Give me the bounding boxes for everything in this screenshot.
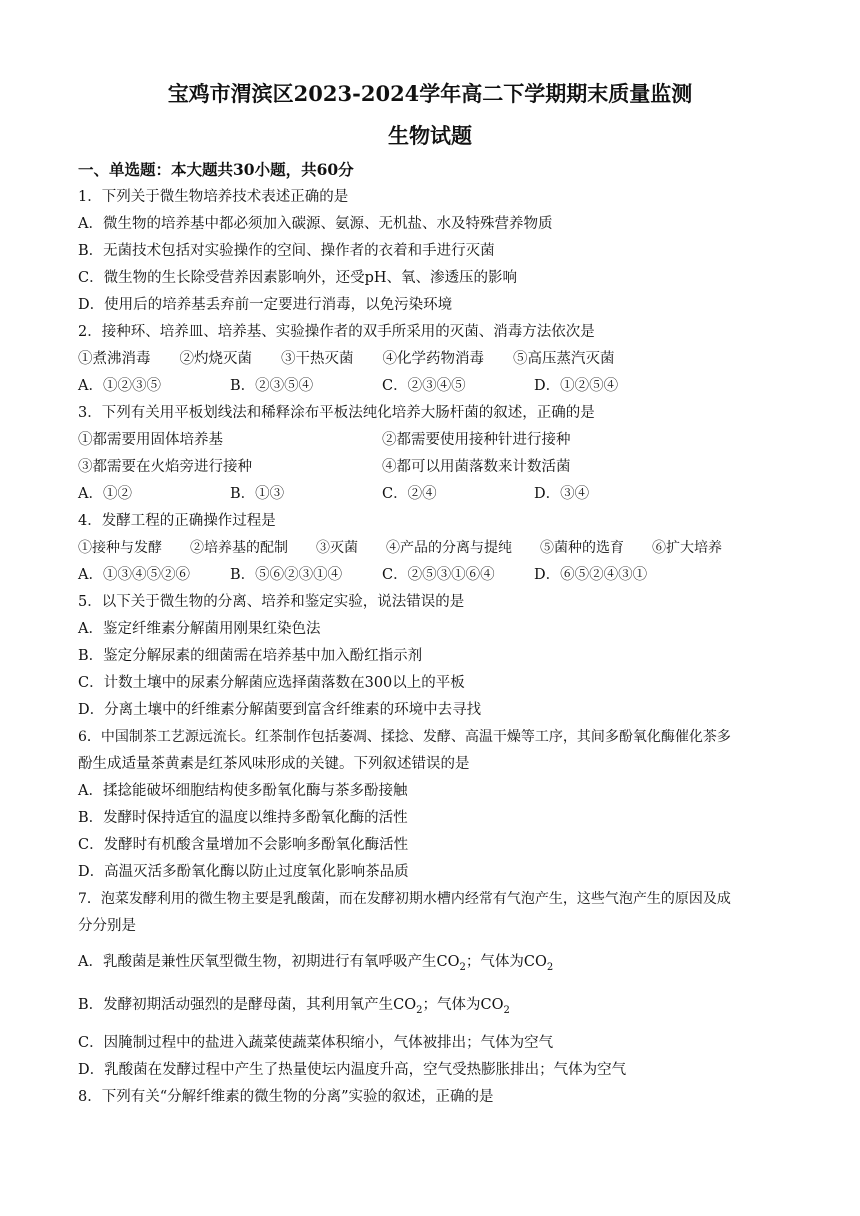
- question-4-option-d: D．⑥⑤②④③①: [534, 567, 648, 583]
- question-7-stem-line-1: 7．泡菜发酵利用的微生物主要是乳酸菌，而在发酵初期水槽内经常有气泡产生，这些气泡产生的原因及成: [78, 891, 731, 907]
- question-1-option-b: B．无菌技术包括对实验操作的空间、操作者的衣着和手进行灭菌: [78, 243, 495, 259]
- question-6-option-b: B．发酵时保持适宜的温度以维持多酚氧化酶的活性: [78, 810, 408, 826]
- page-title: 宝鸡市渭滨区2023-2024学年高二下学期期末质量监测: [167, 81, 693, 106]
- question-2-option-c: C．②③④⑤: [382, 378, 466, 394]
- question-6-stem-line-2: 酚生成适量茶黄素是红茶风味形成的关键。下列叙述错误的是: [78, 756, 470, 772]
- question-2-option-d: D．①②⑤④: [534, 378, 619, 394]
- question-1-option-a: A．微生物的培养基中都必须加入碳源、氨源、无机盐、水及特殊营养物质: [78, 216, 553, 232]
- question-4-option-a: A．①③④⑤②⑥: [78, 567, 190, 583]
- page-subtitle: 生物试题: [388, 123, 472, 148]
- question-8-stem: 8．下列有关“分解纤维素的微生物的分离”实验的叙述，正确的是: [78, 1089, 494, 1105]
- question-1-option-c: C．微生物的生长除受营养因素影响外，还受pH、氧、渗透压的影响: [78, 270, 518, 286]
- question-2-option-b: B．②③⑤④: [230, 378, 314, 394]
- question-7-option-c: C．因腌制过程中的盐进入蔬菜使蔬菜体积缩小，气体被排出；气体为空气: [78, 1035, 554, 1051]
- question-7-option-a: [78, 952, 553, 978]
- question-2-option-a: A．①②③⑤: [78, 378, 161, 394]
- question-3-option-c: C．②④: [382, 486, 437, 502]
- question-1-stem: 1．下列关于微生物培养技术表述正确的是: [78, 189, 349, 205]
- question-3-option-b: B．①③: [230, 486, 285, 502]
- question-3-item-1: ①都需要用固体培养基: [78, 432, 223, 448]
- question-4-option-c: C．②⑤③①⑥④: [382, 567, 495, 583]
- question-4-stem: 4．发酵工程的正确操作过程是: [78, 513, 276, 529]
- question-5-stem: 5．以下关于微生物的分离、培养和鉴定实验，说法错误的是: [78, 594, 465, 610]
- question-5-option-b: B．鉴定分解尿素的细菌需在培养基中加入酚红指示剂: [78, 648, 423, 664]
- question-2-stem: 2．接种环、培养皿、培养基、实验操作者的双手所采用的灭菌、消毒方法依次是: [78, 324, 595, 340]
- question-5-option-a: A．鉴定纤维素分解菌用刚果红染色法: [78, 621, 321, 637]
- question-1-option-d: D．使用后的培养基丢弃前一定要进行消毒，以免污染环境: [78, 297, 453, 313]
- question-4-items: ①接种与发酵 ②培养基的配制 ③灭菌 ④产品的分离与提纯 ⑤菌种的选育 ⑥扩大培养: [78, 540, 722, 556]
- question-3-item-3: ③都需要在火焰旁进行接种: [78, 459, 252, 475]
- question-3-item-2: ②都需要使用接种针进行接种: [382, 432, 571, 448]
- question-7-option-a-text: A．乳酸菌是兼性厌氧型微生物，初期进行有氧呼吸产生: [78, 954, 437, 970]
- question-7-option-a-mid: ；气体为: [465, 954, 524, 970]
- question-7-option-b: [78, 995, 510, 1021]
- question-6-stem-line-1: 6．中国制茶工艺源远流长。红茶制作包括萎凋、揉捻、发酵、高温干燥等工序，其间多酚氧化酶催化茶多: [78, 729, 731, 745]
- question-7-option-d: D．乳酸菌在发酵过程中产生了热量使坛内温度升高，空气受热膨胀排出；气体为空气: [78, 1062, 627, 1078]
- question-6-option-c: C．发酵时有机酸含量增加不会影响多酚氧化酶活性: [78, 837, 409, 853]
- question-3-item-4: ④都可以用菌落数来计数活菌: [382, 459, 571, 475]
- question-7-option-b-text: B．发酵初期活动强烈的是酵母菌，其利用氧产生: [78, 997, 394, 1013]
- co2-formula: $CO_2$: [480, 997, 510, 1016]
- question-4-option-b: B．⑤⑥②③①④: [230, 567, 343, 583]
- question-3-option-a: A．①②: [78, 486, 132, 502]
- question-7-stem-line-2: 分分别是: [78, 918, 136, 934]
- question-5-option-d: D．分离土壤中的纤维素分解菌要到富含纤维素的环境中去寻找: [78, 702, 482, 718]
- question-3-stem: 3．下列有关用平板划线法和稀释涂布平板法纯化培养大肠杆菌的叙述，正确的是: [78, 405, 595, 421]
- question-5-option-c: C．计数土壤中的尿素分解菌应选择菌落数在300以上的平板: [78, 675, 465, 691]
- question-7-option-b-mid: ；气体为: [422, 997, 481, 1013]
- question-2-items: ①煮沸消毒 ②灼烧灭菌 ③干热灭菌 ④化学药物消毒 ⑤高压蒸汽灭菌: [78, 351, 615, 367]
- question-3-option-d: D．③④: [534, 486, 590, 502]
- co2-formula: $CO_2$: [393, 997, 423, 1016]
- question-6-option-d: D．高温灭活多酚氧化酶以防止过度氧化影响茶品质: [78, 864, 409, 880]
- co2-formula: $CO_2$: [523, 954, 554, 973]
- question-6-option-a: A．揉捻能破坏细胞结构使多酚氧化酶与茶多酚接触: [78, 783, 408, 799]
- section-heading: 一、单选题：本大题共30小题，共60分: [78, 160, 354, 179]
- co2-formula: $CO_2$: [436, 954, 466, 973]
